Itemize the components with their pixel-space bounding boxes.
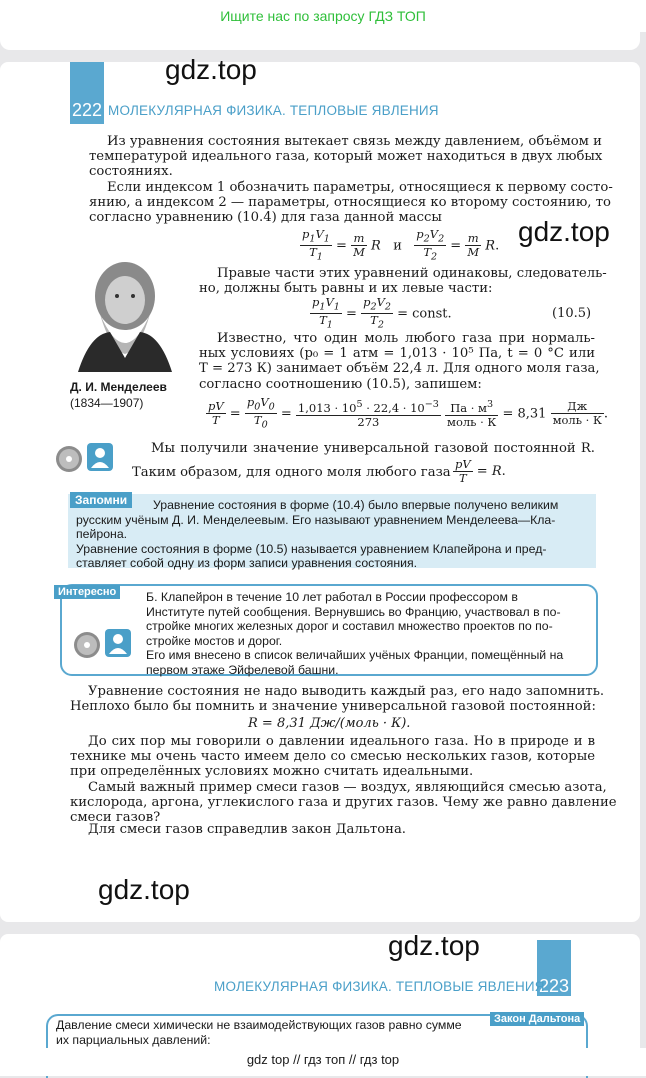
watermark: gdz.top [165,54,257,85]
page-number: 223 [537,940,571,996]
paragraph-2: Если индексом 1 обозначить параметры, относящиеся к первому состо- янию, а индексом 2 — параметры, относящиеся ко второму состоянию, то согласно уравнению (10.4) для газа данной массы [89,180,613,226]
watermark: gdz.top [518,216,610,247]
student-icon [86,442,114,472]
mendeleev-portrait [70,254,180,372]
dalton-law-tag: Закон Дальтона [490,1012,584,1026]
gas-constant-calculation: $\frac{pV}{T}$ = $\frac{p_0V_0}{T_0}$ = $\frac{1,013 \cdot 10^5 \cdot 22,4 \cdot 10^{-3}}{273}$ $\frac{Па \cdot м^3}{\text{моль · К}}$ = 8,31 $\frac{Дж}{\text{моль · К}}$ . [208,395,609,431]
dalton-law-text: Давление смеси химически не взаимодействующих газов равно сумме их парциальных давлений: [56,1018,462,1047]
clapeyron-equation: $\frac{p_1V_1}{T_1}$ = $\frac{p_2V_2}{T_2}$ = const. [312,295,452,331]
search-banner [0,0,646,32]
footer-links [0,1048,646,1076]
disc-icon [72,630,102,660]
state-equations: $\frac{p_1V_1}{T_1}$ = $\frac{m}{M}$ R и $\frac{p_2V_2}{T_2}$ = $\frac{m}{M}$ R. [302,227,500,263]
banner-text: Ищите нас по запросу ГДЗ ТОП [220,8,426,24]
watermark: gdz.top [98,874,190,905]
paragraph-1: Из уравнения состояния вытекает связь между давлением, объёмом и температурой идеального газа, который может находиться в двух любых состояниях. [89,134,603,180]
student-icon [104,628,132,658]
footer-text: gdz top // гдз топ // гдз top [246,1052,400,1067]
page-number: 222 [70,62,104,124]
chapter-title: МОЛЕКУЛЯРНАЯ ФИЗИКА. ТЕПЛОВЫЕ ЯВЛЕНИЯ [214,979,545,994]
remember-text: Уравнение состояния в форме (10.4) было впервые получено великим русским учёным Д. И. Менделеевым. Его называют уравнением Менделеева—Кла- пейрона. Уравнение состояния в форме (10.5) называется уравнением Клапейрона и пред- ставляет собой одну из форм записи уравнения состояния. [76,498,559,570]
portrait-years: (1834—1907) [70,396,144,410]
disc-icon [54,444,84,474]
paragraph-9: Самый важный пример смеси газов — воздух, являющийся смесью азота, кислорода, аргона, углекислого газа и других газов. Чему же равно давление смеси газов? [70,780,617,826]
portrait-name: Д. И. Менделеев [70,380,167,394]
mole-equation: $\frac{pV}{T}$ = R. [455,457,506,485]
interesting-text: Б. Клапейрон в течение 10 лет работал в России профессором в Институте путей сообщения. Вернувшись во Францию, участвовал в по- стройке многих железных дорог и составил множество проектов по по- стройке мостов и дорог. Его имя внесено в список величайших учёных Франции, помещённый на первом этаже Эйфелевой башни. [146,590,564,677]
remember-tag: Запомни [70,492,132,508]
gas-constant-value: R = 8,31 Дж/(моль · К). [248,716,411,731]
equation-label: (10.5) [552,306,592,321]
paragraph-7: Уравнение состояния не надо выводить каждый раз, его надо запомнить. Неплохо было бы помнить и значение универсальной газовой постоянной: [70,684,605,715]
previous-page-edge [0,32,640,50]
paragraph-10: Для смеси газов справедлив закон Дальтона. [88,822,406,837]
interesting-tag: Интересно [54,585,120,599]
paragraph-6: Таким образом, для одного моля любого газа [132,465,451,480]
paragraph-8: До сих пор мы говорили о давлении идеального газа. Но в природе и в технике мы очень часто имеем дело со смесью нескольких газов, которые при определённых условиях можно считать идеальными. [70,734,595,780]
chapter-title: МОЛЕКУЛЯРНАЯ ФИЗИКА. ТЕПЛОВЫЕ ЯВЛЕНИЯ [108,103,439,118]
watermark: gdz.top [388,930,480,961]
paragraph-4: Известно, что один моль любого газа при нормаль- ных условиях (p₀ = 1 атм = 1,013 · 10⁵ Па, t = 0 °С или T = 273 К) занимает объём 22,4 л. Для одного моля газа, согласно соотношению (10.5), запишем: [199,331,600,392]
paragraph-5: Мы получили значение универсальной газовой постоянной R. [151,441,595,456]
paragraph-3: Правые части этих уравнений одинаковы, следователь- но, должны быть равны и их левые части: [199,266,607,297]
